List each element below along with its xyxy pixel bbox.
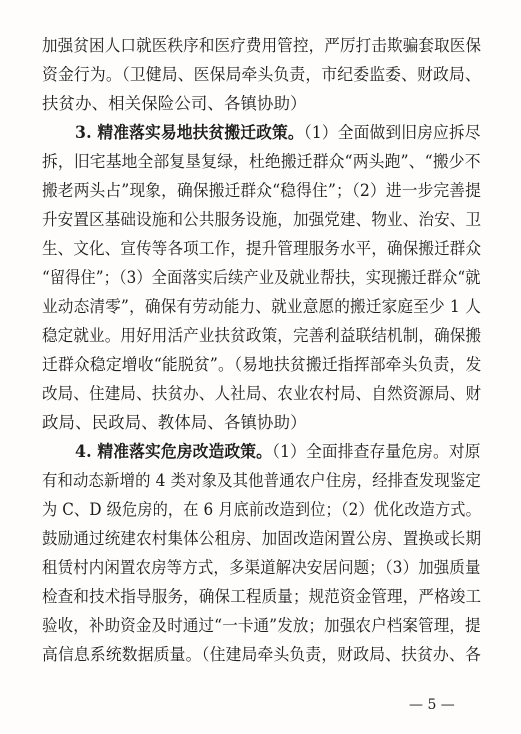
text-line: 业动态清零”，确保有劳动能力、就业意愿的搬迁家庭至少 1 人 [42,297,481,316]
text-line: 拆，旧宅基地全部复垦复绿，杜绝搬迁群众“两头跑”、“搬少不 [42,152,481,171]
text-line: 迁群众稳定增收“能脱贫”。（易地扶贫搬迁指挥部牵头负责，发 [42,355,482,374]
text-line: 租赁村内闲置农房等方式，多渠道解决安居问题；（3）加强质量 [42,558,481,577]
text-line: 搬老两头占”现象，确保搬迁群众“稳得住”；（2）进一步完善提 [42,181,482,200]
section-3-first-line [75,120,481,146]
page-number: — 5 — [409,697,455,713]
section-4-heading: 4. 精准落实危房改造政策。 [75,442,272,461]
text-line: 检查和技术指导服务，确保工程质量；规范资金管理，严格竣工 [42,587,482,606]
text-line: 资金行为。（卫健局、医保局牵头负责，市纪委监委、财政局、 [42,65,481,84]
text-line: 为 C、D 级危房的，在 6 月底前改造到位；（2）优化改造方式。 [42,500,481,519]
section-4-lead: （1）全面排查存量危房。 [271,442,449,461]
section-3-lead: （1）全面做到 [303,123,402,142]
text-line: “留得住”；（3）全面落实后续产业及就业帮扶，实现搬迁群众“就 [42,268,481,287]
text-line: 鼓励通过统建农村集体公租房、加固改造闲置公房、置换或长期 [42,529,482,548]
text-line-tail: 对原 [448,442,481,461]
text-line: 生、文化、宣传等各项工作，提升管理服务水平，确保搬迁群众 [42,239,482,258]
text-line: 改局、住建局、扶贫办、人社局、农业农村局、自然资源局、财 [42,384,482,403]
text-line: 有和动态新增的 4 类对象及其他普通农户住房，经排查发现鉴定 [42,471,481,490]
section-4-first-line [75,439,481,465]
section-3-heading: 3. 精准落实易地扶贫搬迁政策。 [75,123,304,142]
text-line: 政局、民政局、教体局、各镇协助） [42,413,307,432]
text-line-tail: 旧房应拆尽 [401,123,481,142]
text-line: 扶贫办、相关保险公司、各镇协助） [42,94,307,113]
text-line: 加强贫困人口就医秩序和医疗费用管控，严厉打击欺骗套取医保 [42,36,482,55]
text-line: 升安置区基础设施和公共服务设施，加强党建、物业、治安、卫 [42,210,482,229]
text-line: 高信息系统数据质量。（住建局牵头负责，财政局、扶贫办、各 [42,645,481,664]
text-line: 稳定就业。用好用活产业扶贫政策，完善利益联结机制，确保搬 [42,326,482,345]
text-line: 验收，补助资金及时通过“一卡通”发放；加强农户档案管理，提 [42,616,481,635]
